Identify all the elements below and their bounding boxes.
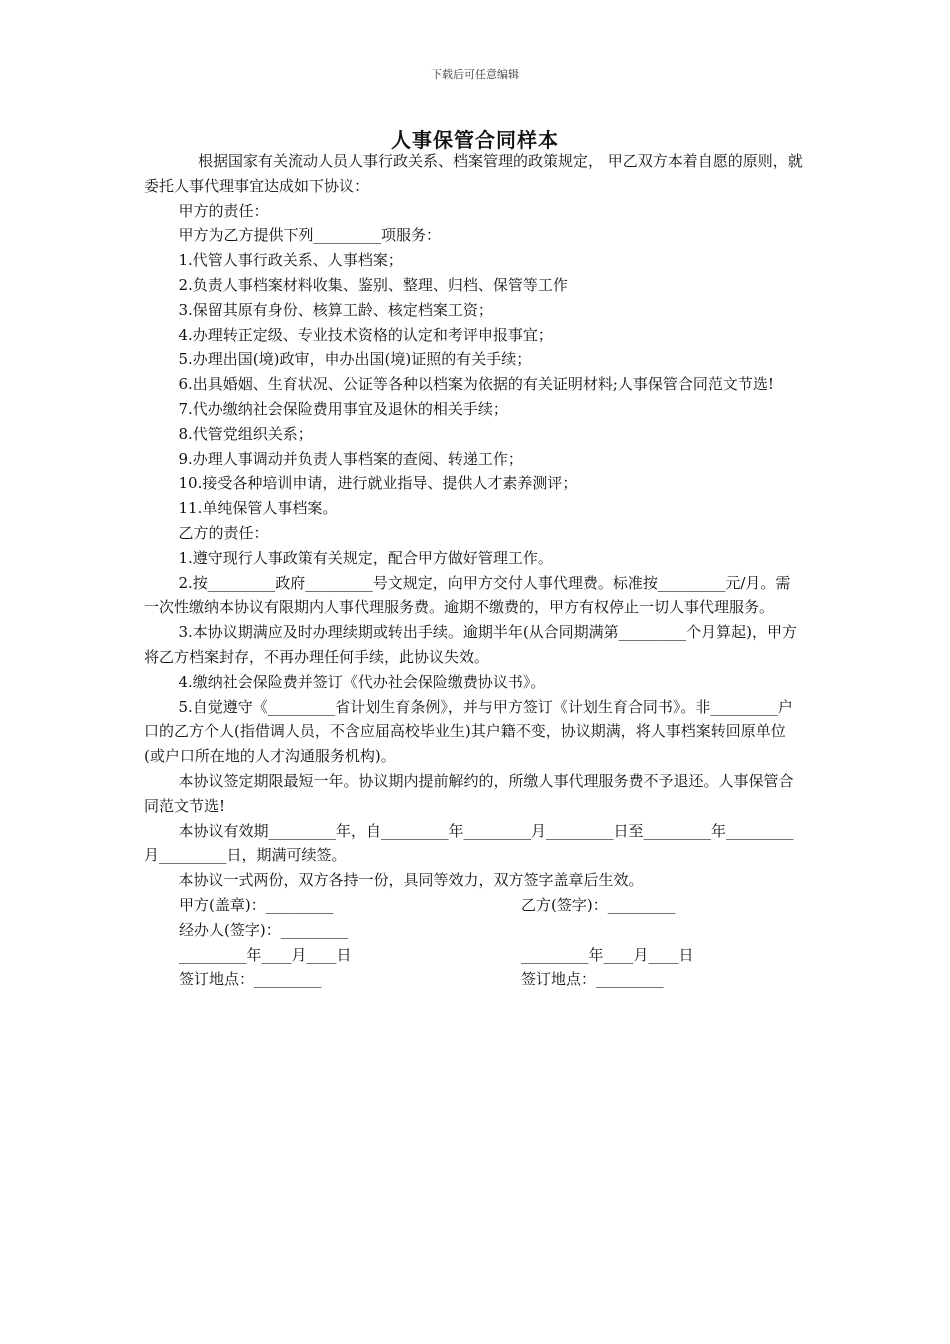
signature-row-places	[144, 967, 804, 992]
party-a-services: 甲方为乙方提供下列_________项服务：	[178, 226, 442, 245]
party-b-item: 5.自觉遵守《_________省计划生育条例》，并与甲方签订《计划生育合同书》。非_________户口的乙方个人(指借调人员，不含应届高校毕业生)其户籍不变，协议期满，将人事档案转回原单位(或户口所在地的人才沟通服务机构)。	[144, 697, 793, 766]
party-a-item: 7.代办缴纳社会保险费用事宜及退休的相关手续；	[178, 399, 508, 418]
party-a-item: 10.接受各种培训申请，进行就业指导、提供人才素养测评；	[178, 474, 578, 493]
signature-row-dates	[144, 943, 804, 968]
download-note: 下载后可任意编辑	[431, 68, 519, 81]
party-a-item: 4.办理转正定级、专业技术资格的认定和考评申报事宜；	[178, 325, 553, 344]
party-a-item: 3.保留其原有身份、核算工龄、核定档案工资；	[178, 300, 493, 319]
party-b-item: 3.本协议期满应及时办理续期或转出手续。逾期半年(从合同期满第_________个月算起)，甲方将乙方档案封存，不再办理任何手续，此协议失效。	[144, 623, 798, 666]
place-right-field: 签订地点：_________	[521, 970, 664, 989]
party-a-heading: 甲方的责任：	[178, 201, 269, 220]
party-b-item: 1.遵守现行人事政策有关规定，配合甲方做好管理工作。	[178, 548, 553, 567]
party-a-seal-field: 甲方(盖章)：_________	[179, 895, 334, 914]
term-paragraph: 本协议签定期限最短一年。协议期内提前解约的，所缴人事代理服务费不予退还。人事保管合同范文节选!	[144, 771, 794, 815]
contract-body	[144, 149, 804, 992]
date-left-field: _________年____月____日	[179, 945, 352, 964]
party-b-item: 2.按_________政府_________号文规定，向甲方交付人事代理费。标准按_________元/月。需一次性缴纳本协议有限期内人事代理服务费。逾期不缴费的，甲方有权停止一切人事代理服务。	[144, 573, 791, 617]
party-a-item: 9.办理人事调动并负责人事档案的查阅、转递工作；	[178, 449, 523, 468]
party-b-sign-field: 乙方(签字)：_________	[521, 895, 676, 914]
party-a-item: 2.负责人事档案材料收集、鉴别、整理、归档、保管等工作	[178, 275, 568, 294]
date-right-field: _________年____月____日	[521, 945, 694, 964]
document-title: 人事保管合同样本	[391, 128, 559, 152]
copies-paragraph: 本协议一式两份，双方各持一份，具同等效力，双方签字盖章后生效。	[178, 871, 644, 890]
party-a-item: 11.单纯保管人事档案。	[178, 499, 338, 518]
party-b-item: 4.缴纳社会保险费并签订《代办社会保险缴费协议书》。	[178, 672, 546, 691]
place-left-field: 签订地点：_________	[179, 970, 322, 989]
party-b-heading: 乙方的责任：	[178, 523, 269, 542]
party-a-item: 1.代管人事行政关系、人事档案；	[178, 251, 403, 270]
handler-sign-field: 经办人(签字)：_________	[179, 920, 349, 939]
party-a-item: 8.代管党组织关系；	[178, 424, 313, 443]
signature-row-handler	[144, 918, 804, 943]
validity-paragraph: 本协议有效期_________年，自_________年_________月_________日至_________年_________月_________日，期满可续签。	[144, 821, 794, 865]
intro-paragraph: 根据国家有关流动人员人事行政关系、档案管理的政策规定， 甲乙双方本着自愿的原则，就委托人事代理事宜达成如下协议：	[144, 152, 803, 195]
party-a-item: 5.办理出国(境)政审，申办出国(境)证照的有关手续；	[178, 350, 532, 369]
party-a-item: 6.出具婚姻、生育状况、公证等各种以档案为依据的有关证明材料;人事保管合同范文节选!	[178, 375, 774, 394]
signature-row-parties	[144, 893, 804, 918]
